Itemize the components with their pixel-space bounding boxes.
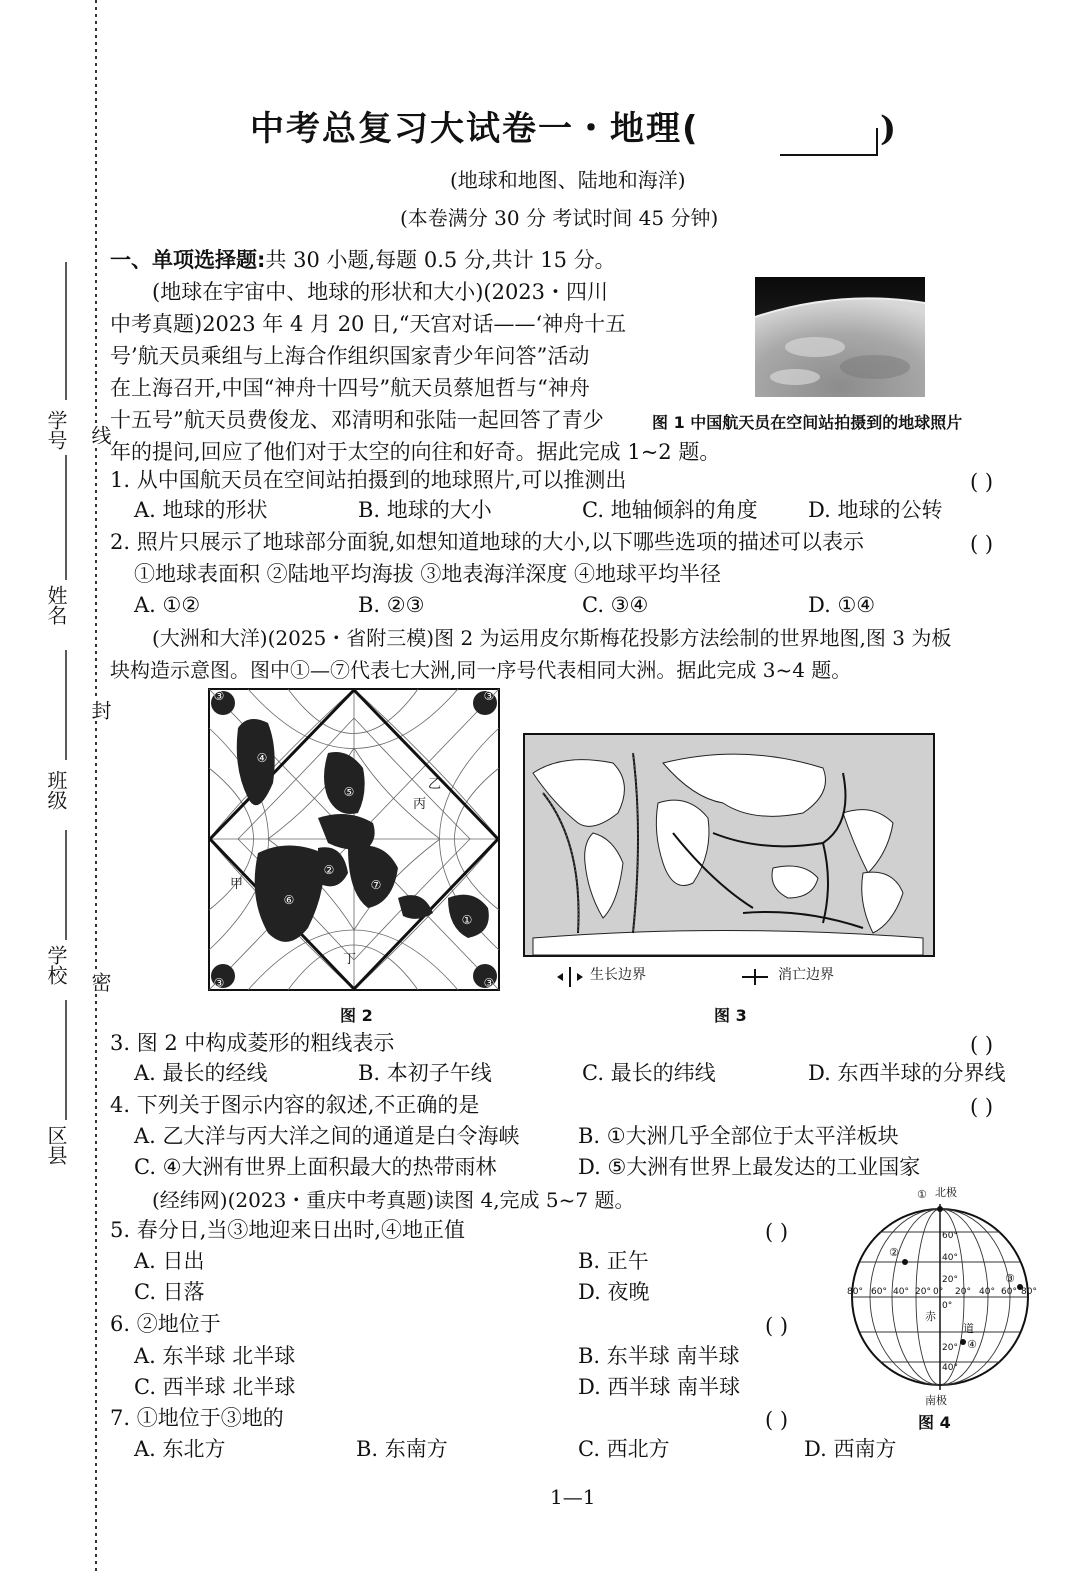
q1-option-a[interactable]: A. 地球的形状 [134, 498, 268, 522]
convergent-boundary-icon [740, 965, 770, 989]
fig4-lat-label: 20° [942, 1275, 958, 1285]
q6-option-d[interactable]: D. 西半球 南半球 [578, 1375, 741, 1399]
fig4-lat-label: 0° [942, 1301, 953, 1311]
binding-mark-seal: 封 [86, 700, 115, 720]
fig4-caption: 图 4 [918, 1413, 951, 1432]
legend-convergent: 消亡边界 [778, 967, 834, 983]
q6-option-c[interactable]: C. 西半球 北半球 [134, 1375, 296, 1399]
binding-label-class: 班级 [44, 770, 68, 810]
fig2-world-map [208, 688, 500, 991]
intro1-line: 中考真题)2023 年 4 月 20 日,“天宫对话——‘神舟十五 [110, 312, 627, 336]
fig4-lon-label: 40° [893, 1287, 909, 1297]
q7-stem: 7. ①地位于③地的 [110, 1406, 284, 1430]
q2-option-d[interactable]: D. ①④ [808, 593, 876, 617]
q3-option-b[interactable]: B. 本初子午线 [358, 1061, 492, 1085]
fig4-lon-label: 80° [1021, 1287, 1037, 1297]
binding-label-student-id: 学号 [44, 410, 68, 450]
fig4-north-pole: 北极 [935, 1186, 957, 1199]
q4-answer-blank[interactable]: ( ) [970, 1095, 994, 1119]
q1-stem: 1. 从中国航天员在空间站拍摄到的地球照片,可以推测出 [110, 468, 627, 492]
q4-option-a[interactable]: A. 乙大洋与丙大洋之间的通道是白令海峡 [134, 1124, 520, 1148]
fig4-point-1: ① [917, 1188, 927, 1201]
fig4-lat-label: 60° [942, 1231, 958, 1241]
exam-info: (本卷满分 30 分 考试时间 45 分钟) [400, 206, 719, 230]
fig4-lat-label: 20° [942, 1343, 958, 1353]
fig2-label-yi: 乙 [428, 777, 442, 792]
legend-divergent: 生长边界 [590, 967, 646, 983]
q2-items: ①地球表面积 ②陆地平均海拔 ③地表海洋深度 ④地球平均半径 [134, 562, 722, 586]
q4-stem: 4. 下列关于图示内容的叙述,不正确的是 [110, 1093, 480, 1117]
q2-option-a[interactable]: A. ①② [134, 593, 201, 617]
fig4-lon-label: 60° [871, 1287, 887, 1297]
fig2-corner-label: ③ [213, 689, 225, 703]
section-heading-rest: 共 30 小题,每题 0.5 分,共计 15 分。 [265, 248, 616, 272]
fig2-continent-1: ① [461, 913, 473, 927]
fig4-point-2: ② [889, 1246, 899, 1259]
q4-option-c[interactable]: C. ④大洲有世界上面积最大的热带雨林 [134, 1155, 497, 1179]
q5-stem: 5. 春分日,当③地迎来日出时,④地正值 [110, 1218, 466, 1242]
title-blank-field[interactable] [780, 128, 878, 156]
q7-answer-blank[interactable]: ( ) [765, 1408, 789, 1432]
q4-option-b[interactable]: B. ①大洲几乎全部位于太平洋板块 [578, 1124, 899, 1148]
q5-option-d[interactable]: D. 夜晚 [578, 1280, 650, 1304]
fig4-equator-a: 赤 [925, 1310, 936, 1323]
fig4-lon-label: 40° [979, 1287, 995, 1297]
q4-option-d[interactable]: D. ⑤大洲有世界上最发达的工业国家 [578, 1155, 921, 1179]
q6-answer-blank[interactable]: ( ) [765, 1314, 789, 1338]
binding-mark-secret: 密 [86, 972, 115, 992]
binding-label-school: 学校 [44, 945, 68, 985]
fig2-continent-2: ② [323, 863, 335, 877]
q3-answer-blank[interactable]: ( ) [970, 1033, 994, 1057]
q7-option-d[interactable]: D. 西南方 [804, 1437, 897, 1461]
fig2-corner-label: ③ [213, 976, 225, 990]
q3-option-c[interactable]: C. 最长的纬线 [582, 1061, 716, 1085]
binding-mark-line: 线 [86, 425, 115, 445]
subtitle: (地球和地图、陆地和海洋) [450, 168, 686, 192]
fig2-caption: 图 2 [340, 1006, 373, 1025]
fig4-lon-label: 20° [915, 1287, 931, 1297]
page-number: 1—1 [550, 1485, 596, 1509]
fig4-lat-label: 40° [942, 1253, 958, 1263]
fig4-equator-b: 道 [963, 1322, 974, 1335]
binding-label-name: 姓名 [44, 585, 68, 625]
earth-photo [755, 277, 925, 397]
q3-option-a[interactable]: A. 最长的经线 [134, 1061, 268, 1085]
fig4-lon-label: 0° [933, 1287, 944, 1297]
intro1-line: 十五号”航天员费俊龙、邓清明和张陆一起回答了青少 [110, 408, 604, 432]
q6-stem: 6. ②地位于 [110, 1312, 221, 1336]
q1-option-c[interactable]: C. 地轴倾斜的角度 [582, 498, 758, 522]
q1-option-d[interactable]: D. 地球的公转 [808, 498, 943, 522]
fig4-globe [845, 1182, 1045, 1407]
q3-stem: 3. 图 2 中构成菱形的粗线表示 [110, 1031, 395, 1055]
section-heading-label: 一、单项选择题: [110, 248, 266, 272]
q5-option-a[interactable]: A. 日出 [134, 1249, 205, 1273]
title-close-paren: ) [880, 109, 897, 149]
fig1-caption: 图 1 中国航天员在空间站拍摄到的地球照片 [652, 413, 963, 432]
intro1-line: (地球在宇宙中、地球的形状和大小)(2023・四川 [152, 280, 609, 304]
q5-option-b[interactable]: B. 正午 [578, 1249, 649, 1273]
fig2-label-jia: 甲 [230, 877, 244, 892]
fig2-corner-label: ③ [483, 976, 495, 990]
q1-option-b[interactable]: B. 地球的大小 [358, 498, 492, 522]
fig3-caption: 图 3 [714, 1006, 747, 1025]
intro3: (经纬网)(2023・重庆中考真题)读图 4,完成 5~7 题。 [152, 1188, 635, 1212]
q5-option-c[interactable]: C. 日落 [134, 1280, 205, 1304]
fig2-continent-5: ⑤ [343, 785, 355, 799]
divergent-boundary-icon [555, 965, 585, 989]
fig3-plate-map [523, 733, 935, 957]
q7-option-b[interactable]: B. 东南方 [356, 1437, 448, 1461]
q6-option-b[interactable]: B. 东半球 南半球 [578, 1344, 740, 1368]
fig4-lon-label: 60° [1001, 1287, 1017, 1297]
intro1-line: 在上海召开,中国“神舟十四号”航天员蔡旭哲与“神舟 [110, 376, 590, 400]
binding-label-district: 区县 [44, 1125, 68, 1165]
q1-answer-blank[interactable]: ( ) [970, 470, 994, 494]
fig2-label-ding: 丁 [343, 952, 357, 967]
fig2-label-bing: 丙 [413, 797, 427, 812]
fig2-corner-label: ③ [483, 689, 495, 703]
fig4-point-3: ③ [1005, 1272, 1015, 1285]
q6-option-a[interactable]: A. 东半球 北半球 [134, 1344, 296, 1368]
intro1-line: 号’航天员乘组与上海合作组织国家青少年问答”活动 [110, 344, 590, 368]
page-title: 中考总复习大试卷一・地理( [250, 109, 700, 149]
fig4-point-4: ④ [967, 1338, 977, 1351]
q2-stem: 2. 照片只展示了地球部分面貌,如想知道地球的大小,以下哪些选项的描述可以表示 [110, 530, 865, 554]
q2-option-c[interactable]: C. ③④ [582, 593, 649, 617]
q7-option-c[interactable]: C. 西北方 [578, 1437, 670, 1461]
q2-answer-blank[interactable]: ( ) [970, 532, 994, 556]
section-heading [110, 250, 616, 271]
fig4-lat-label: 40° [942, 1363, 958, 1373]
fig2-continent-4: ④ [256, 751, 268, 765]
fig2-continent-7: ⑦ [370, 878, 382, 892]
intro2-line: 块构造示意图。图中①—⑦代表七大洲,同一序号代表相同大洲。据此完成 3~4 题。 [110, 658, 852, 682]
intro2-line: (大洲和大洋)(2025・省附三模)图 2 为运用皮尔斯梅花投影方法绘制的世界地图,图 3 为板 [152, 626, 952, 650]
q7-option-a[interactable]: A. 东北方 [134, 1437, 226, 1461]
fig4-south-pole: 南极 [925, 1394, 947, 1407]
q3-option-d[interactable]: D. 东西半球的分界线 [808, 1061, 1006, 1085]
fig2-continent-6: ⑥ [283, 893, 295, 907]
q5-answer-blank[interactable]: ( ) [765, 1220, 789, 1244]
q2-option-b[interactable]: B. ②③ [358, 593, 425, 617]
fig4-lon-label: 20° [955, 1287, 971, 1297]
fig4-lon-label: 80° [847, 1287, 863, 1297]
intro1-line: 年的提问,回应了他们对于太空的向往和好奇。据此完成 1~2 题。 [110, 440, 721, 464]
